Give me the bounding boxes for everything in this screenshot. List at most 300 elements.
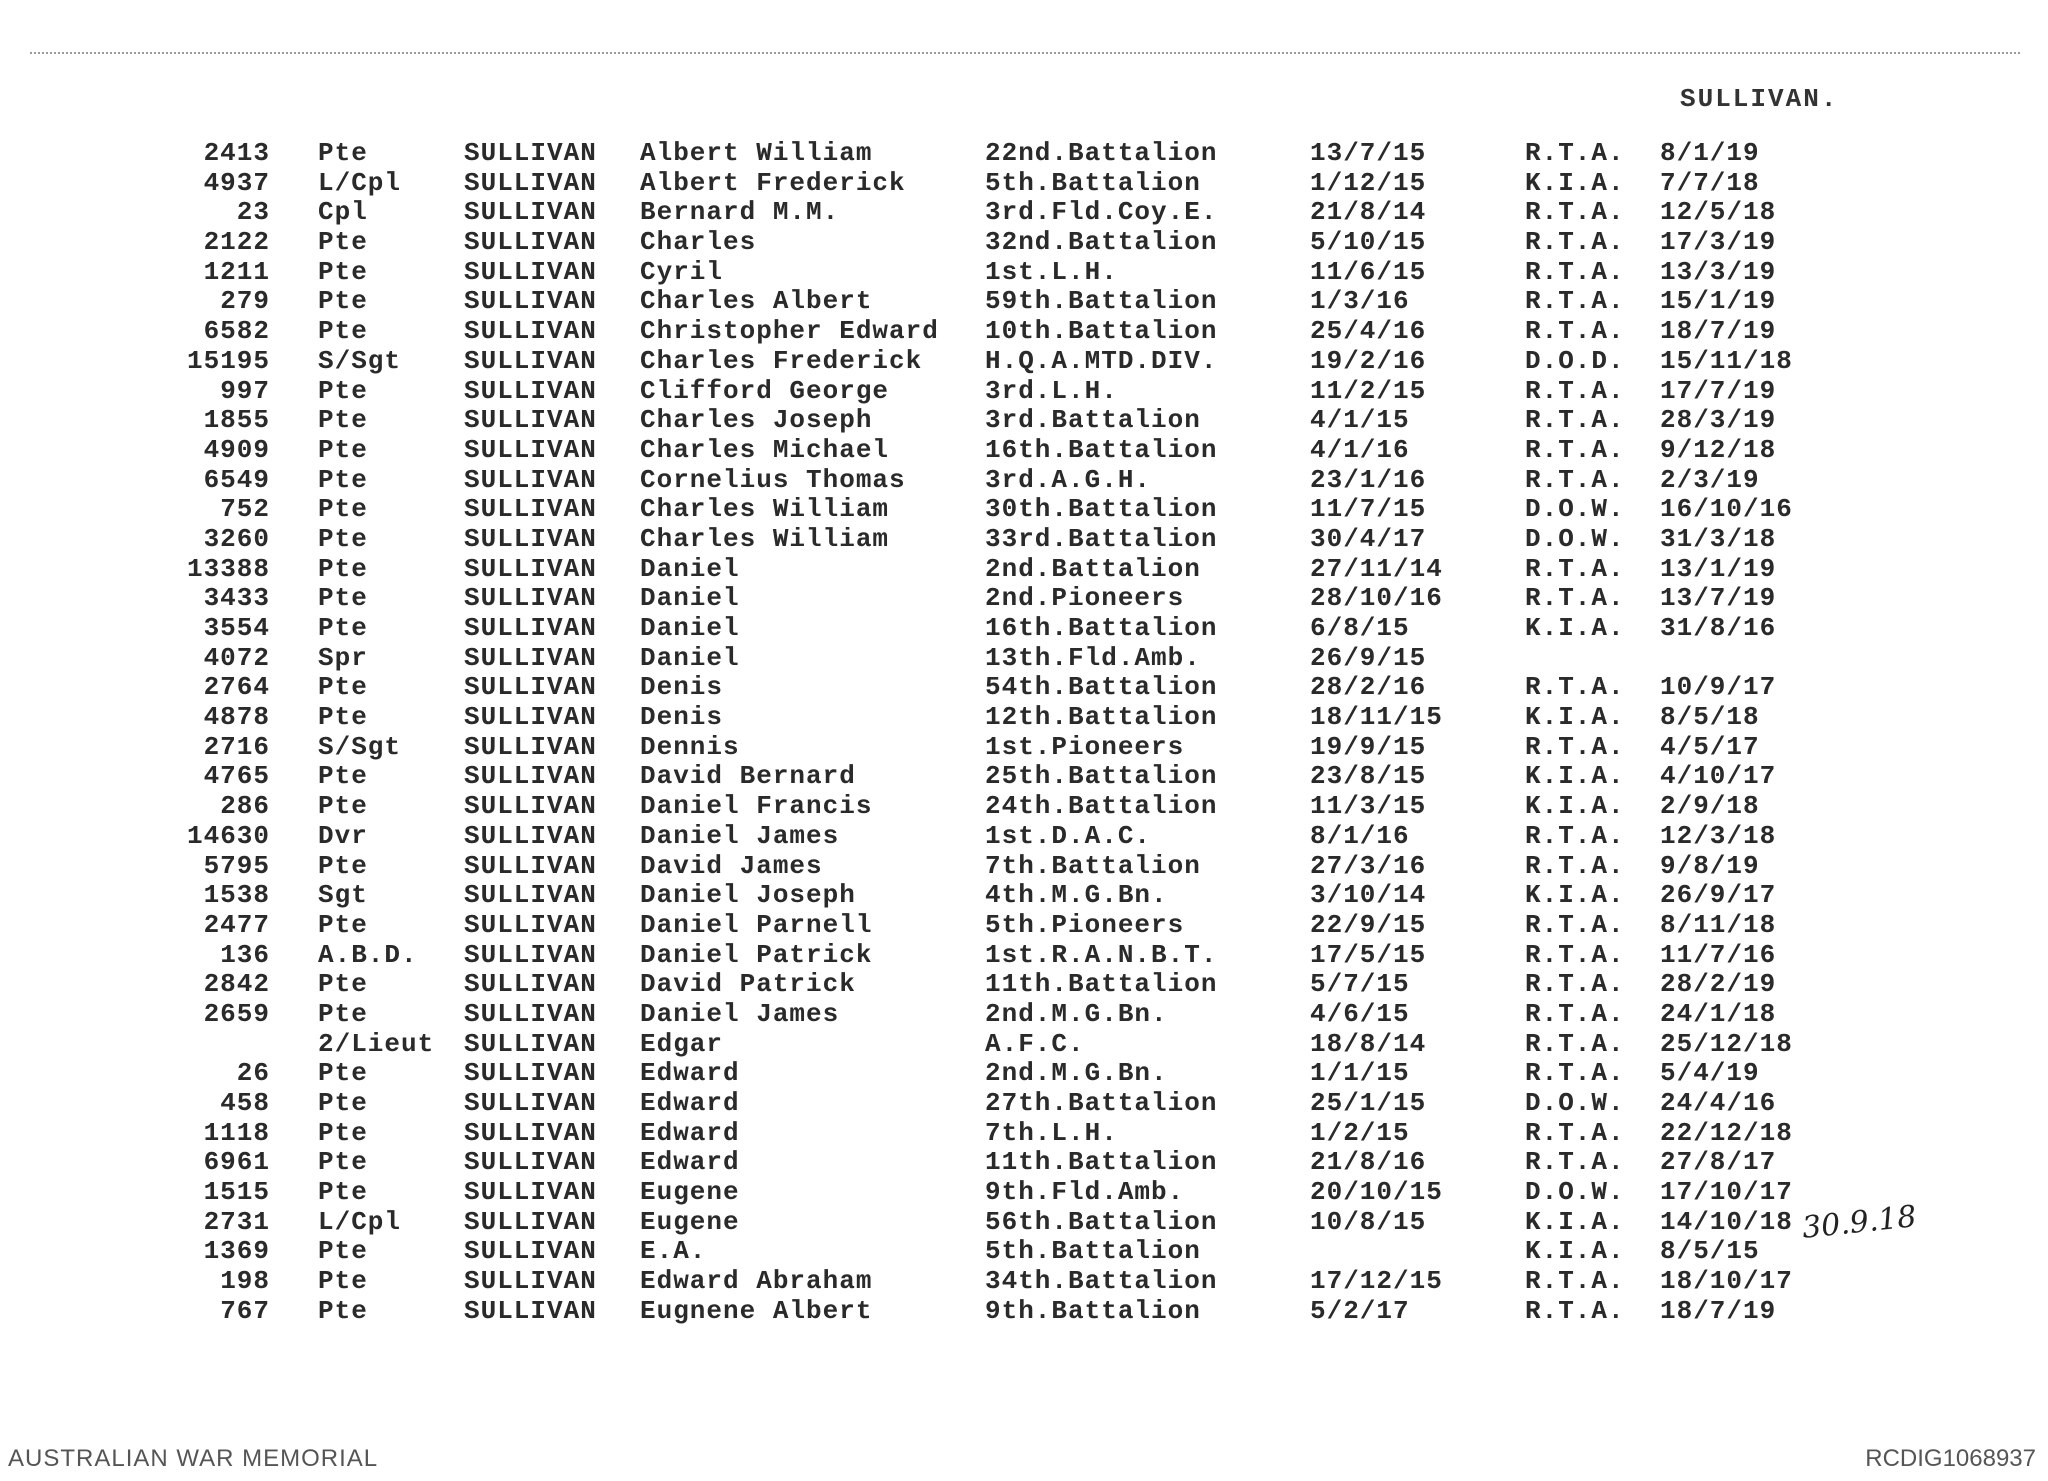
given-names-cell: Edgar bbox=[640, 1028, 724, 1059]
surname-cell: SULLIVAN bbox=[464, 1266, 597, 1297]
table-row bbox=[0, 524, 2048, 554]
unit-cell: 13th.Fld.Amb. bbox=[985, 642, 1201, 673]
service-number-cell: 198 bbox=[220, 1266, 270, 1297]
rank-cell: Pte bbox=[318, 791, 368, 822]
enlistment-date-cell: 22/9/15 bbox=[1310, 909, 1427, 940]
fate-date-cell: 8/1/19 bbox=[1660, 138, 1760, 168]
fate-status-cell: R.T.A. bbox=[1525, 731, 1625, 762]
surname-cell: SULLIVAN bbox=[464, 850, 597, 881]
surname-cell: SULLIVAN bbox=[464, 256, 597, 287]
rank-cell: Pte bbox=[318, 227, 368, 258]
surname-cell: SULLIVAN bbox=[464, 553, 597, 584]
fate-date-cell: 8/5/18 bbox=[1660, 702, 1760, 733]
rank-cell: S/Sgt bbox=[318, 731, 402, 762]
table-row bbox=[0, 761, 2048, 791]
enlistment-date-cell: 4/6/15 bbox=[1310, 998, 1410, 1029]
rank-cell: A.B.D. bbox=[318, 939, 418, 970]
rank-cell: Cpl bbox=[318, 197, 368, 228]
table-row bbox=[0, 405, 2048, 435]
fate-status-cell: R.T.A. bbox=[1525, 672, 1625, 703]
unit-cell: 27th.Battalion bbox=[985, 1088, 1218, 1118]
table-row bbox=[0, 1029, 2048, 1059]
unit-cell: 2nd.M.G.Bn. bbox=[985, 998, 1168, 1029]
given-names-cell: Daniel bbox=[640, 642, 740, 673]
fate-date-cell: 16/10/16 bbox=[1660, 494, 1793, 525]
rank-cell: Pte bbox=[318, 761, 368, 792]
surname-cell: SULLIVAN bbox=[464, 1088, 597, 1118]
surname-cell: SULLIVAN bbox=[464, 1028, 597, 1059]
enlistment-date-cell: 27/3/16 bbox=[1310, 850, 1427, 881]
fate-status-cell: R.T.A. bbox=[1525, 1117, 1625, 1148]
service-number-cell: 2477 bbox=[203, 909, 270, 940]
given-names-cell: E.A. bbox=[640, 1236, 707, 1267]
rank-cell: L/Cpl bbox=[318, 167, 402, 198]
surname-heading: SULLIVAN. bbox=[1680, 84, 1839, 114]
rank-cell: Pte bbox=[318, 1117, 368, 1148]
fate-status-cell: R.T.A. bbox=[1525, 256, 1625, 287]
given-names-cell: Edward bbox=[640, 1147, 740, 1178]
fate-status-cell: K.I.A. bbox=[1525, 791, 1625, 822]
unit-cell: 33rd.Battalion bbox=[985, 523, 1218, 554]
unit-cell: 9th.Fld.Amb. bbox=[985, 1177, 1185, 1208]
service-number-cell: 2842 bbox=[203, 969, 270, 1000]
given-names-cell: Daniel James bbox=[640, 998, 840, 1029]
fate-date-cell: 2/9/18 bbox=[1660, 791, 1760, 822]
rank-cell: Pte bbox=[318, 583, 368, 614]
enlistment-date-cell: 18/11/15 bbox=[1310, 702, 1443, 733]
rank-cell: Pte bbox=[318, 405, 368, 436]
enlistment-date-cell: 19/9/15 bbox=[1310, 731, 1427, 762]
surname-cell: SULLIVAN bbox=[464, 969, 597, 1000]
unit-cell: H.Q.A.MTD.DIV. bbox=[985, 345, 1218, 376]
enlistment-date-cell: 11/2/15 bbox=[1310, 375, 1427, 406]
fate-status-cell: R.T.A. bbox=[1525, 316, 1625, 347]
enlistment-date-cell: 6/8/15 bbox=[1310, 613, 1410, 643]
surname-cell: SULLIVAN bbox=[464, 197, 597, 228]
service-number-cell: 6961 bbox=[203, 1147, 270, 1178]
surname-cell: SULLIVAN bbox=[464, 1236, 597, 1267]
fate-status-cell: K.I.A. bbox=[1525, 880, 1625, 911]
enlistment-date-cell: 8/1/16 bbox=[1310, 820, 1410, 851]
enlistment-date-cell: 30/4/17 bbox=[1310, 523, 1427, 554]
surname-cell: SULLIVAN bbox=[464, 1117, 597, 1148]
rank-cell: S/Sgt bbox=[318, 345, 402, 376]
service-number-cell: 3260 bbox=[203, 523, 270, 554]
fate-date-cell: 12/3/18 bbox=[1660, 820, 1777, 851]
unit-cell: 10th.Battalion bbox=[985, 316, 1218, 347]
enlistment-date-cell: 27/11/14 bbox=[1310, 553, 1443, 584]
given-names-cell: Edward bbox=[640, 1117, 740, 1148]
service-number-cell: 3554 bbox=[203, 613, 270, 643]
fate-date-cell: 10/9/17 bbox=[1660, 672, 1777, 703]
fate-status-cell: K.I.A. bbox=[1525, 167, 1625, 198]
fate-status-cell: R.T.A. bbox=[1525, 820, 1625, 851]
table-row bbox=[0, 643, 2048, 673]
table-row bbox=[0, 1177, 2048, 1207]
fate-date-cell: 8/11/18 bbox=[1660, 909, 1777, 940]
service-number-cell: 767 bbox=[220, 1295, 270, 1326]
unit-cell: 5th.Battalion bbox=[985, 167, 1201, 198]
rank-cell: Pte bbox=[318, 375, 368, 406]
given-names-cell: Charles Michael bbox=[640, 434, 890, 465]
rank-cell: Pte bbox=[318, 256, 368, 287]
given-names-cell: Bernard M.M. bbox=[640, 197, 840, 228]
table-row bbox=[0, 910, 2048, 940]
surname-cell: SULLIVAN bbox=[464, 998, 597, 1029]
unit-cell: 54th.Battalion bbox=[985, 672, 1218, 703]
enlistment-date-cell: 5/7/15 bbox=[1310, 969, 1410, 1000]
rank-cell: Pte bbox=[318, 1058, 368, 1089]
service-number-cell: 6549 bbox=[203, 464, 270, 495]
rank-cell: Pte bbox=[318, 1177, 368, 1208]
table-row bbox=[0, 376, 2048, 406]
fate-date-cell: 4/10/17 bbox=[1660, 761, 1777, 792]
table-row bbox=[0, 732, 2048, 762]
fate-date-cell: 28/2/19 bbox=[1660, 969, 1777, 1000]
enlistment-date-cell: 4/1/16 bbox=[1310, 434, 1410, 465]
service-number-cell: 136 bbox=[220, 939, 270, 970]
rank-cell: 2/Lieut bbox=[318, 1028, 435, 1059]
given-names-cell: Daniel Patrick bbox=[640, 939, 873, 970]
enlistment-date-cell: 1/12/15 bbox=[1310, 167, 1427, 198]
fate-status-cell: D.O.D. bbox=[1525, 345, 1625, 376]
fate-date-cell: 24/4/16 bbox=[1660, 1088, 1777, 1118]
unit-cell: 2nd.M.G.Bn. bbox=[985, 1058, 1168, 1089]
fate-date-cell: 28/3/19 bbox=[1660, 405, 1777, 436]
given-names-cell: Daniel bbox=[640, 553, 740, 584]
given-names-cell: David James bbox=[640, 850, 823, 881]
service-number-cell: 458 bbox=[220, 1088, 270, 1118]
surname-cell: SULLIVAN bbox=[464, 642, 597, 673]
fate-status-cell: R.T.A. bbox=[1525, 1147, 1625, 1178]
fate-date-cell: 15/11/18 bbox=[1660, 345, 1793, 376]
unit-cell: 7th.Battalion bbox=[985, 850, 1201, 881]
unit-cell: 1st.D.A.C. bbox=[985, 820, 1152, 851]
rank-cell: Pte bbox=[318, 286, 368, 317]
surname-cell: SULLIVAN bbox=[464, 1147, 597, 1178]
table-row bbox=[0, 1296, 2048, 1326]
unit-cell: 24th.Battalion bbox=[985, 791, 1218, 822]
footer-record-id: RCDIG1068937 bbox=[1865, 1445, 2036, 1472]
table-row bbox=[0, 257, 2048, 287]
fate-status-cell: R.T.A. bbox=[1525, 197, 1625, 228]
unit-cell: 59th.Battalion bbox=[985, 286, 1218, 317]
given-names-cell: Clifford George bbox=[640, 375, 890, 406]
enlistment-date-cell: 10/8/15 bbox=[1310, 1206, 1427, 1237]
service-number-cell: 23 bbox=[236, 197, 270, 228]
service-number-cell: 1118 bbox=[203, 1117, 270, 1148]
table-row bbox=[0, 940, 2048, 970]
fate-status-cell: R.T.A. bbox=[1525, 286, 1625, 317]
surname-cell: SULLIVAN bbox=[464, 375, 597, 406]
fate-status-cell: K.I.A. bbox=[1525, 702, 1625, 733]
unit-cell: 11th.Battalion bbox=[985, 1147, 1218, 1178]
fate-date-cell: 27/8/17 bbox=[1660, 1147, 1777, 1178]
table-row bbox=[0, 851, 2048, 881]
enlistment-date-cell: 20/10/15 bbox=[1310, 1177, 1443, 1208]
surname-cell: SULLIVAN bbox=[464, 702, 597, 733]
service-number-cell: 1538 bbox=[203, 880, 270, 911]
given-names-cell: Dennis bbox=[640, 731, 740, 762]
given-names-cell: Eugene bbox=[640, 1206, 740, 1237]
rank-cell: Pte bbox=[318, 553, 368, 584]
surname-cell: SULLIVAN bbox=[464, 583, 597, 614]
fate-date-cell: 13/3/19 bbox=[1660, 256, 1777, 287]
fate-date-cell: 17/7/19 bbox=[1660, 375, 1777, 406]
fate-status-cell: R.T.A. bbox=[1525, 1266, 1625, 1297]
enlistment-date-cell: 23/8/15 bbox=[1310, 761, 1427, 792]
given-names-cell: Eugene bbox=[640, 1177, 740, 1208]
fate-date-cell: 17/3/19 bbox=[1660, 227, 1777, 258]
rank-cell: Dvr bbox=[318, 820, 368, 851]
service-number-cell: 279 bbox=[220, 286, 270, 317]
surname-cell: SULLIVAN bbox=[464, 286, 597, 317]
fate-status-cell: R.T.A. bbox=[1525, 553, 1625, 584]
rank-cell: Pte bbox=[318, 464, 368, 495]
enlistment-date-cell: 1/3/16 bbox=[1310, 286, 1410, 317]
table-row bbox=[0, 197, 2048, 227]
given-names-cell: Daniel bbox=[640, 583, 740, 614]
fate-status-cell: R.T.A. bbox=[1525, 909, 1625, 940]
rank-cell: Pte bbox=[318, 1236, 368, 1267]
service-number-cell: 2122 bbox=[203, 227, 270, 258]
enlistment-date-cell: 11/3/15 bbox=[1310, 791, 1427, 822]
table-row bbox=[0, 1266, 2048, 1296]
table-row bbox=[0, 1236, 2048, 1266]
surname-cell: SULLIVAN bbox=[464, 731, 597, 762]
fate-date-cell: 18/10/17 bbox=[1660, 1266, 1793, 1297]
surname-cell: SULLIVAN bbox=[464, 939, 597, 970]
surname-cell: SULLIVAN bbox=[464, 138, 597, 168]
service-number-cell: 26 bbox=[236, 1058, 270, 1089]
service-number-cell: 2764 bbox=[203, 672, 270, 703]
table-row bbox=[0, 583, 2048, 613]
table-row bbox=[0, 702, 2048, 732]
given-names-cell: Edward Abraham bbox=[640, 1266, 873, 1297]
fate-status-cell: R.T.A. bbox=[1525, 464, 1625, 495]
given-names-cell: Charles Albert bbox=[640, 286, 873, 317]
enlistment-date-cell: 28/10/16 bbox=[1310, 583, 1443, 614]
unit-cell: 2nd.Pioneers bbox=[985, 583, 1185, 614]
table-row bbox=[0, 168, 2048, 198]
rank-cell: Pte bbox=[318, 998, 368, 1029]
surname-cell: SULLIVAN bbox=[464, 820, 597, 851]
rank-cell: Pte bbox=[318, 1147, 368, 1178]
surname-cell: SULLIVAN bbox=[464, 613, 597, 643]
unit-cell: 30th.Battalion bbox=[985, 494, 1218, 525]
table-row bbox=[0, 791, 2048, 821]
fate-date-cell: 15/1/19 bbox=[1660, 286, 1777, 317]
service-number-cell: 2731 bbox=[203, 1206, 270, 1237]
unit-cell: 22nd.Battalion bbox=[985, 138, 1218, 168]
rank-cell: Pte bbox=[318, 702, 368, 733]
enlistment-date-cell: 18/8/14 bbox=[1310, 1028, 1427, 1059]
unit-cell: 16th.Battalion bbox=[985, 434, 1218, 465]
footer-archive-name: AUSTRALIAN WAR MEMORIAL bbox=[8, 1445, 379, 1472]
given-names-cell: David Patrick bbox=[640, 969, 856, 1000]
unit-cell: 1st.R.A.N.B.T. bbox=[985, 939, 1218, 970]
unit-cell: 5th.Battalion bbox=[985, 1236, 1201, 1267]
fate-status-cell: R.T.A. bbox=[1525, 850, 1625, 881]
surname-cell: SULLIVAN bbox=[464, 434, 597, 465]
fate-date-cell: 5/4/19 bbox=[1660, 1058, 1760, 1089]
table-row bbox=[0, 821, 2048, 851]
surname-cell: SULLIVAN bbox=[464, 227, 597, 258]
service-number-cell: 286 bbox=[220, 791, 270, 822]
fate-date-cell: 22/12/18 bbox=[1660, 1117, 1793, 1148]
fate-status-cell: R.T.A. bbox=[1525, 1028, 1625, 1059]
surname-cell: SULLIVAN bbox=[464, 405, 597, 436]
given-names-cell: David Bernard bbox=[640, 761, 856, 792]
table-row bbox=[0, 316, 2048, 346]
surname-cell: SULLIVAN bbox=[464, 909, 597, 940]
given-names-cell: Daniel Joseph bbox=[640, 880, 856, 911]
enlistment-date-cell: 11/6/15 bbox=[1310, 256, 1427, 287]
surname-cell: SULLIVAN bbox=[464, 316, 597, 347]
service-number-cell: 4909 bbox=[203, 434, 270, 465]
table-row bbox=[0, 880, 2048, 910]
table-row bbox=[0, 1088, 2048, 1118]
fate-date-cell: 9/8/19 bbox=[1660, 850, 1760, 881]
fate-status-cell: K.I.A. bbox=[1525, 1206, 1625, 1237]
fate-status-cell: D.O.W. bbox=[1525, 494, 1625, 525]
service-number-cell: 6582 bbox=[203, 316, 270, 347]
enlistment-date-cell: 5/2/17 bbox=[1310, 1295, 1410, 1326]
given-names-cell: Albert William bbox=[640, 138, 873, 168]
rank-cell: Pte bbox=[318, 1266, 368, 1297]
enlistment-date-cell: 21/8/14 bbox=[1310, 197, 1427, 228]
service-number-cell: 5795 bbox=[203, 850, 270, 881]
table-row bbox=[0, 494, 2048, 524]
fate-status-cell: R.T.A. bbox=[1525, 1058, 1625, 1089]
given-names-cell: Denis bbox=[640, 672, 724, 703]
enlistment-date-cell: 5/10/15 bbox=[1310, 227, 1427, 258]
given-names-cell: Daniel Francis bbox=[640, 791, 873, 822]
fate-date-cell: 11/7/16 bbox=[1660, 939, 1777, 970]
enlistment-date-cell: 3/10/14 bbox=[1310, 880, 1427, 911]
surname-cell: SULLIVAN bbox=[464, 761, 597, 792]
service-number-cell: 752 bbox=[220, 494, 270, 525]
service-number-cell: 4765 bbox=[203, 761, 270, 792]
table-row bbox=[0, 346, 2048, 376]
service-number-cell: 2659 bbox=[203, 998, 270, 1029]
surname-cell: SULLIVAN bbox=[464, 672, 597, 703]
surname-cell: SULLIVAN bbox=[464, 880, 597, 911]
table-row bbox=[0, 465, 2048, 495]
unit-cell: 5th.Pioneers bbox=[985, 909, 1185, 940]
table-row bbox=[0, 286, 2048, 316]
rank-cell: Pte bbox=[318, 969, 368, 1000]
table-row bbox=[0, 1118, 2048, 1148]
rank-cell: Pte bbox=[318, 523, 368, 554]
enlistment-date-cell: 19/2/16 bbox=[1310, 345, 1427, 376]
table-row bbox=[0, 999, 2048, 1029]
fate-status-cell: R.T.A. bbox=[1525, 583, 1625, 614]
service-number-cell: 2716 bbox=[203, 731, 270, 762]
service-number-cell: 4937 bbox=[203, 167, 270, 198]
unit-cell: 11th.Battalion bbox=[985, 969, 1218, 1000]
unit-cell: A.F.C. bbox=[985, 1028, 1085, 1059]
enlistment-date-cell: 4/1/15 bbox=[1310, 405, 1410, 436]
given-names-cell: Edward bbox=[640, 1088, 740, 1118]
fate-status-cell: R.T.A. bbox=[1525, 434, 1625, 465]
unit-cell: 3rd.Fld.Coy.E. bbox=[985, 197, 1218, 228]
table-row bbox=[0, 672, 2048, 702]
unit-cell: 16th.Battalion bbox=[985, 613, 1218, 643]
unit-cell: 32nd.Battalion bbox=[985, 227, 1218, 258]
fate-date-cell: 2/3/19 bbox=[1660, 464, 1760, 495]
unit-cell: 1st.L.H. bbox=[985, 256, 1118, 287]
unit-cell: 12th.Battalion bbox=[985, 702, 1218, 733]
service-number-cell: 14630 bbox=[186, 820, 270, 851]
surname-cell: SULLIVAN bbox=[464, 1058, 597, 1089]
given-names-cell: Charles Frederick bbox=[640, 345, 923, 376]
surname-cell: SULLIVAN bbox=[464, 1206, 597, 1237]
surname-cell: SULLIVAN bbox=[464, 523, 597, 554]
fate-date-cell: 12/5/18 bbox=[1660, 197, 1777, 228]
fate-date-cell: 31/8/16 bbox=[1660, 613, 1777, 643]
fate-date-cell: 13/7/19 bbox=[1660, 583, 1777, 614]
unit-cell: 7th.L.H. bbox=[985, 1117, 1118, 1148]
unit-cell: 25th.Battalion bbox=[985, 761, 1218, 792]
service-number-cell: 15195 bbox=[186, 345, 270, 376]
enlistment-date-cell: 25/1/15 bbox=[1310, 1088, 1427, 1118]
enlistment-date-cell: 26/9/15 bbox=[1310, 642, 1427, 673]
table-row bbox=[0, 138, 2048, 168]
given-names-cell: Denis bbox=[640, 702, 724, 733]
fate-status-cell: K.I.A. bbox=[1525, 1236, 1625, 1267]
given-names-cell: Christopher Edward bbox=[640, 316, 939, 347]
surname-cell: SULLIVAN bbox=[464, 494, 597, 525]
given-names-cell: Daniel Parnell bbox=[640, 909, 873, 940]
enlistment-date-cell: 13/7/15 bbox=[1310, 138, 1427, 168]
rank-cell: Pte bbox=[318, 1088, 368, 1118]
table-row bbox=[0, 613, 2048, 643]
unit-cell: 2nd.Battalion bbox=[985, 553, 1201, 584]
enlistment-date-cell: 17/5/15 bbox=[1310, 939, 1427, 970]
rank-cell: Pte bbox=[318, 909, 368, 940]
table-row bbox=[0, 554, 2048, 584]
rank-cell: Pte bbox=[318, 850, 368, 881]
rank-cell: Pte bbox=[318, 494, 368, 525]
fate-status-cell: D.O.W. bbox=[1525, 1177, 1625, 1208]
table-row bbox=[0, 1147, 2048, 1177]
fate-date-cell: 8/5/15 bbox=[1660, 1236, 1760, 1267]
unit-cell: 34th.Battalion bbox=[985, 1266, 1218, 1297]
fate-date-cell: 14/10/18 bbox=[1660, 1206, 1793, 1237]
fate-status-cell: R.T.A. bbox=[1525, 1295, 1625, 1326]
fate-date-cell: 7/7/18 bbox=[1660, 167, 1760, 198]
unit-cell: 3rd.A.G.H. bbox=[985, 464, 1152, 495]
fate-status-cell: R.T.A. bbox=[1525, 969, 1625, 1000]
fate-status-cell: R.T.A. bbox=[1525, 939, 1625, 970]
handwritten-note: 30.9.18 bbox=[1800, 1199, 1919, 1246]
service-number-cell: 4072 bbox=[203, 642, 270, 673]
given-names-cell: Cyril bbox=[640, 256, 724, 287]
fate-status-cell: R.T.A. bbox=[1525, 227, 1625, 258]
fate-status-cell: R.T.A. bbox=[1525, 405, 1625, 436]
given-names-cell: Daniel James bbox=[640, 820, 840, 851]
given-names-cell: Charles bbox=[640, 227, 757, 258]
rank-cell: Pte bbox=[318, 1295, 368, 1326]
fate-date-cell: 13/1/19 bbox=[1660, 553, 1777, 584]
service-number-cell: 1369 bbox=[203, 1236, 270, 1267]
fate-date-cell: 26/9/17 bbox=[1660, 880, 1777, 911]
fate-date-cell: 9/12/18 bbox=[1660, 434, 1777, 465]
unit-cell: 1st.Pioneers bbox=[985, 731, 1185, 762]
service-number-cell: 1211 bbox=[203, 256, 270, 287]
given-names-cell: Charles William bbox=[640, 494, 890, 525]
